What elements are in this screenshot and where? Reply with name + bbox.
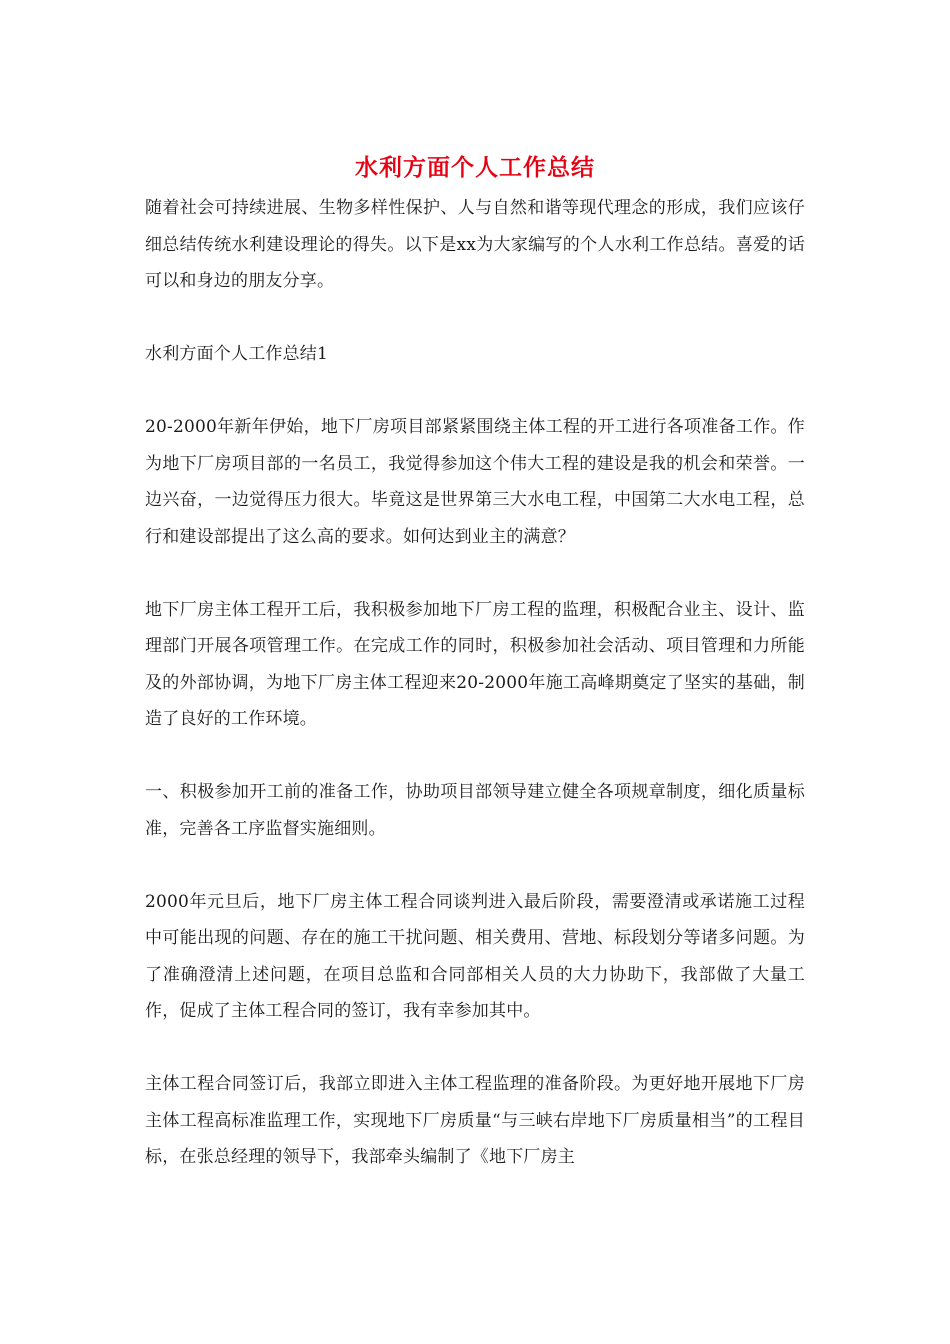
- body-paragraph-2: 地下厂房主体工程开工后，我积极参加地下厂房工程的监理，积极配合业主、设计、监理部门开展各项管理工作。在完成工作的同时，积极参加社会活动、项目管理和力所能及的外部协调，为地下厂房主体工程迎来20-2000年施工高峰期奠定了坚实的基础，制造了良好的工作环境。: [145, 599, 805, 729]
- document-page: [145, 148, 805, 1176]
- body-paragraph-3: 一、积极参加开工前的准备工作，协助项目部领导建立健全各项规章制度，细化质量标准，完善各工序监督实施细则。: [145, 782, 805, 839]
- body-paragraph-1: 20-2000年新年伊始，地下厂房项目部紧紧围绕主体工程的开工进行各项准备工作。作为地下厂房项目部的一名员工，我觉得参加这个伟大工程的建设是我的机会和荣誉。一边兴奋，一边觉得压力很大。毕竟这是世界第三大水电工程，中国第二大水电工程，总行和建设部提出了这么高的要求。如何达到业主的满意？: [145, 417, 805, 547]
- intro-paragraph: 随着社会可持续进展、生物多样性保护、人与自然和谐等现代理念的形成，我们应该仔细总结传统水利建设理论的得失。以下是xx为大家编写的个人水利工作总结。喜爱的话可以和身边的朋友分享。: [145, 198, 805, 291]
- section-heading: 水利方面个人工作总结1: [145, 344, 329, 364]
- body-paragraph-4: 2000年元旦后，地下厂房主体工程合同谈判进入最后阶段，需要澄清或承诺施工过程中可能出现的问题、存在的施工干扰问题、相关费用、营地、标段划分等诸多问题。为了准确澄清上述问题，在项目总监和合同部相关人员的大力协助下，我部做了大量工作，促成了主体工程合同的签订，我有幸参加其中。: [145, 891, 805, 1021]
- document-title: 水利方面个人工作总结: [355, 154, 595, 181]
- body-paragraph-5: 主体工程合同签订后，我部立即进入主体工程监理的准备阶段。为更好地开展地下厂房主体工程高标准监理工作，实现地下厂房质量“与三峡右岸地下厂房质量相当”的工程目标，在张总经理的领导下，我部牵头编制了《地下厂房主: [145, 1074, 805, 1167]
